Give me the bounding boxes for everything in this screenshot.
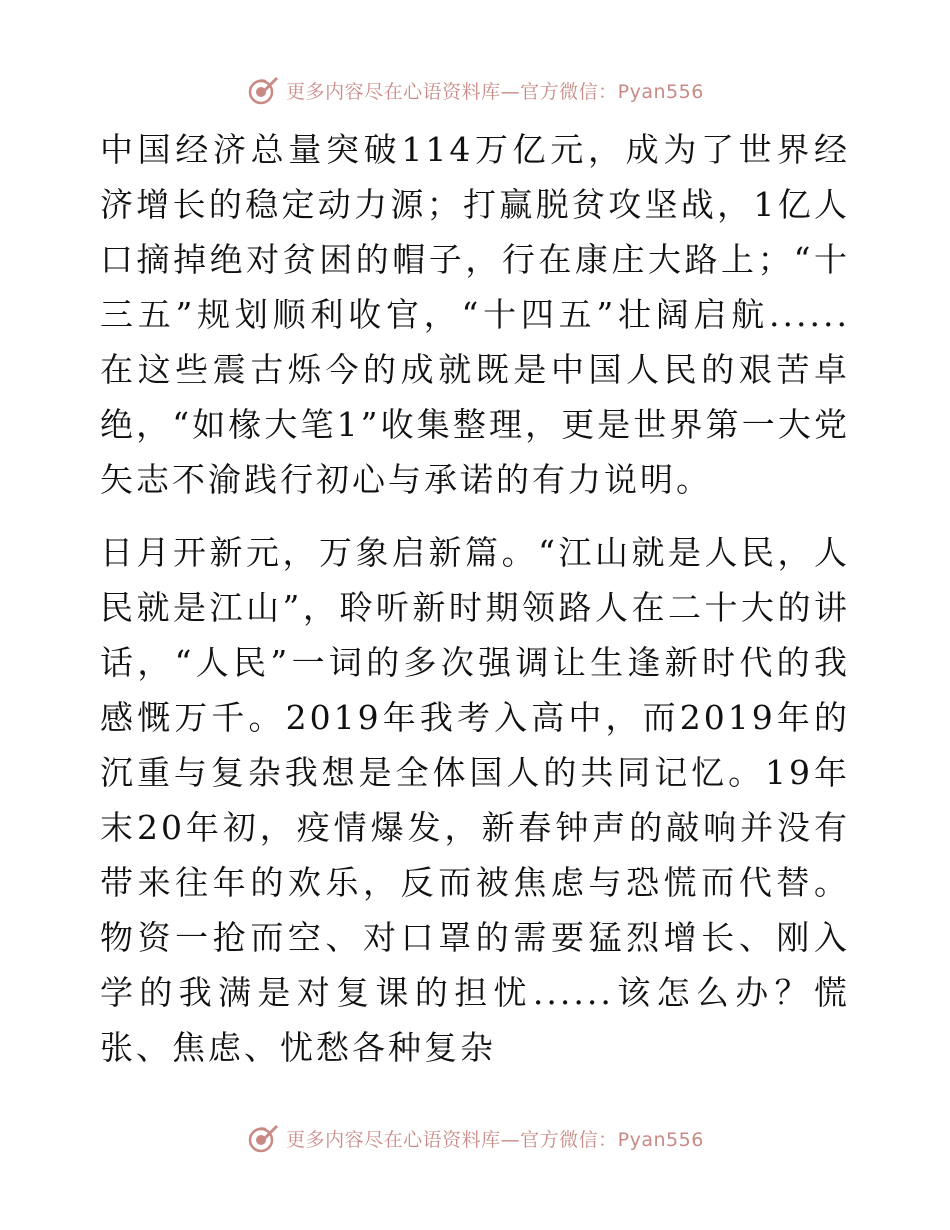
watermark-text: 更多内容尽在心语资料库—官方微信：Pyan556 [286,80,704,103]
paragraph: 日月开新元，万象启新篇。“江山就是人民，人民就是江山”，聆听新时期领路人在二十大的讲话，“人民”一词的多次强调让生逢新时代的我感慨万千。2019年我考入高中，而2019年的沉重与复杂我想是全体国人的共同记忆。19年末20年初，疫情爆发，新春钟声的敲响并没有带来往年的欢乐，反而被焦虑与恐慌而代替。物资一抢而空、对口罩的需要猛烈增长、刚入学的我满是对复课的担忧......该怎么办？慌张、焦虑、忧愁各种复杂 [100,533,850,1067]
page-footer-watermark [0,1118,950,1158]
watermark-text: 更多内容尽在心语资料库—官方微信：Pyan556 [286,1128,704,1151]
pen-logo-icon [246,1121,280,1155]
pen-logo-icon [246,73,280,107]
document-body [100,122,850,1075]
page-header-watermark [0,70,950,110]
paragraph: 中国经济总量突破114万亿元，成为了世界经济增长的稳定动力源；打赢脱贫攻坚战，1亿人口摘掉绝对贫困的帽子，行在康庄大路上；“十三五”规划顺利收官，“十四五”壮阔启航......在这些震古烁今的成就既是中国人民的艰苦卓绝，“如椽大笔1”收集整理，更是世界第一大党矢志不渝践行初心与承诺的有力说明。 [100,130,850,499]
